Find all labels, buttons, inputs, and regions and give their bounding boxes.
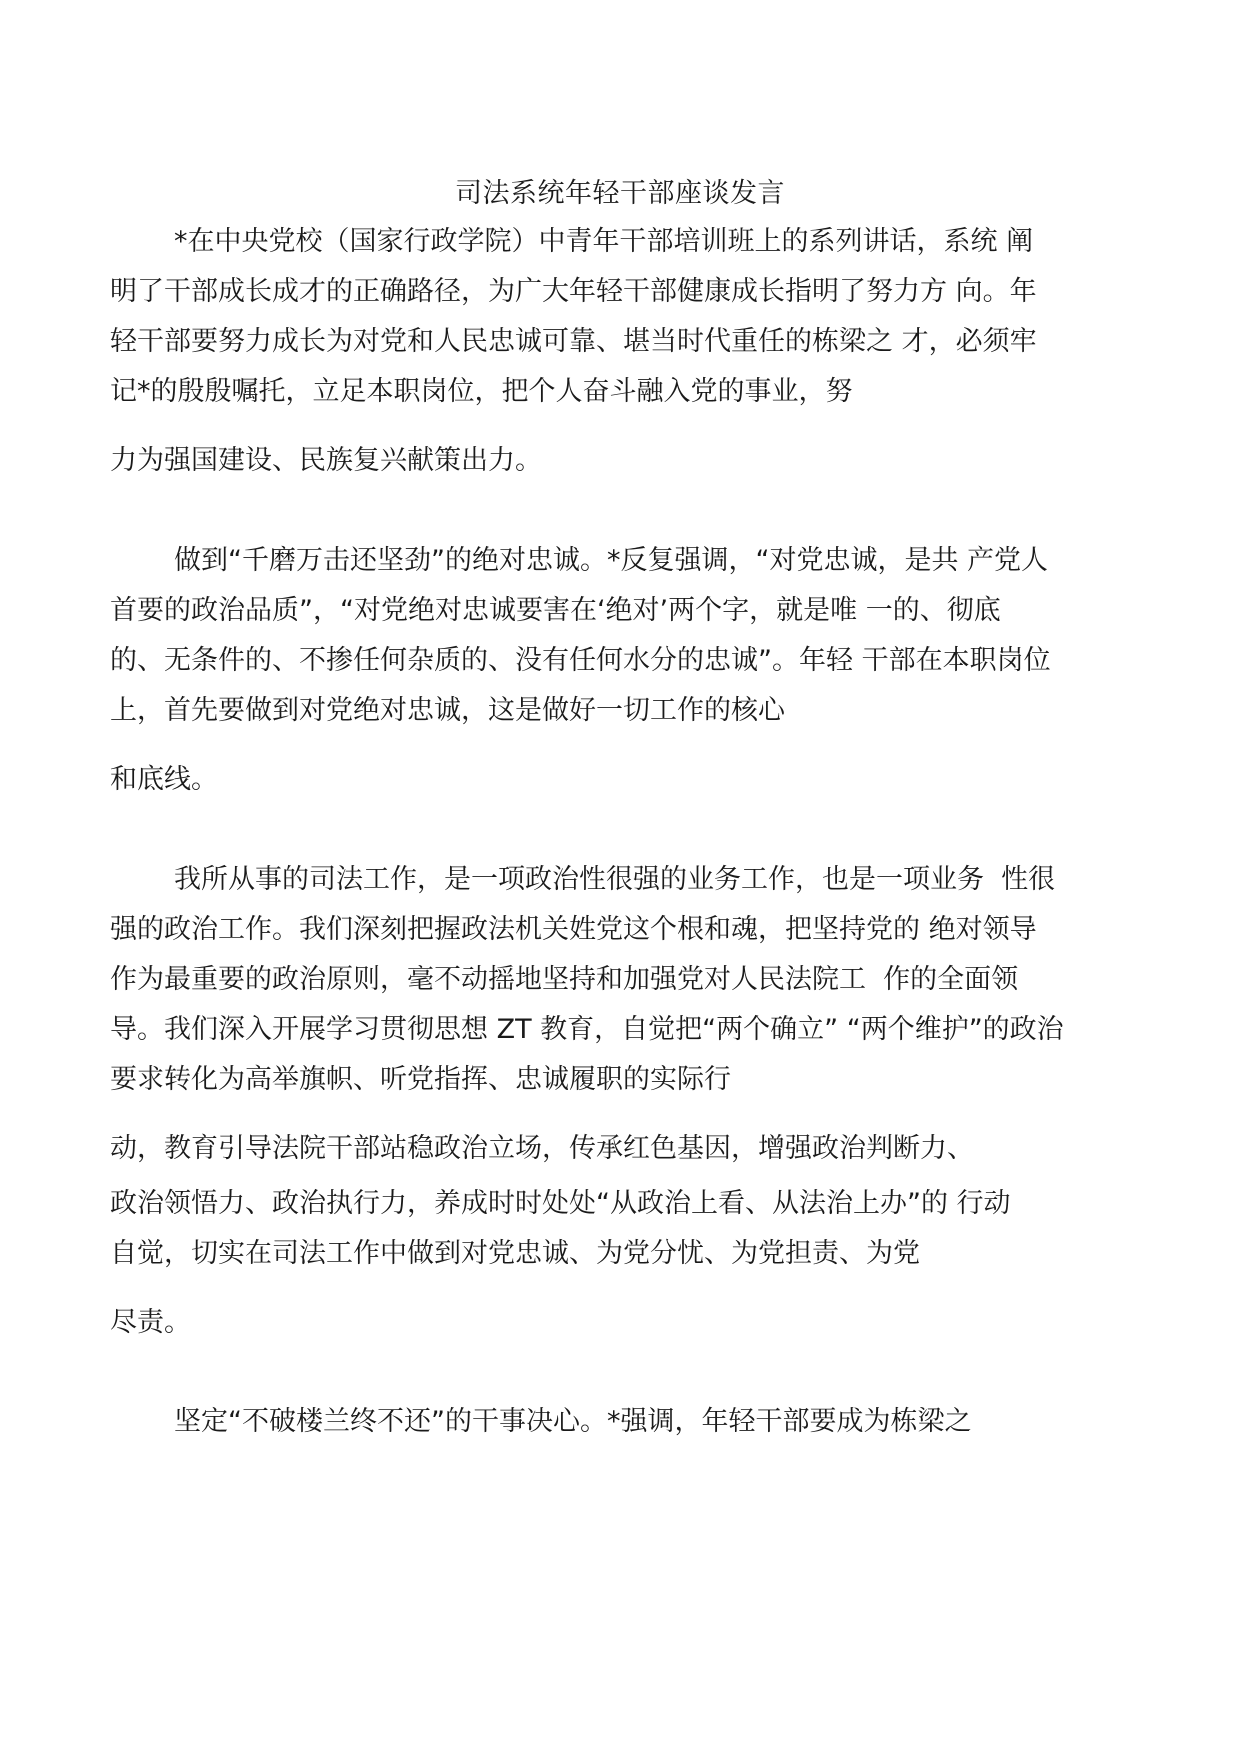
paragraph-3-line-6: 动，教育引导法院干部站稳政治立场，传承红色基因，增强政治判断力、 (110, 1133, 974, 1164)
paragraph-2-line-2: 首要的政治品质”，“对党绝对忠诚要害在‘绝对’两个字，就是唯 一的、彻底 (110, 595, 1001, 626)
paragraph-2-line-1: 做到“千磨万击还坚劲”的绝对忠诚。*反复强调，“对党忠诚，是共 产党人 (174, 545, 1049, 576)
paragraph-3-line-3: 作为最重要的政治原则，毫不动摇地坚持和加强党对人民法院工 作的全面领 (110, 964, 1019, 995)
paragraph-3-line-4: 导。我们深入开展学习贯彻思想 ZT 教育，自觉把“两个确立” “两个维护”的政治 (110, 1014, 1064, 1045)
paragraph-2-line-3: 的、无条件的、不掺任何杂质的、没有任何水分的忠诚”。年轻 干部在本职岗位 (110, 645, 1051, 676)
paragraph-3-line-7: 政治领悟力、政治执行力，养成时时处处“从政治上看、从法治上办”的 行动 (110, 1188, 1011, 1219)
paragraph-1-line-2: 明了干部成长成才的正确路径，为广大年轻干部健康成长指明了努力方 向。年 (110, 276, 1037, 307)
paragraph-3-line-1: 我所从事的司法工作，是一项政治性很强的业务工作，也是一项业务 性很 (174, 864, 1056, 895)
paragraph-3-line-8: 自觉，切实在司法工作中做到对党忠诚、为党分忧、为党担责、为党 (110, 1238, 920, 1269)
paragraph-1-line-1: *在中央党校（国家行政学院）中青年干部培训班上的系列讲话，系统 阐 (174, 226, 1034, 257)
document-title: 司法系统年轻干部座谈发言 (455, 178, 785, 209)
paragraph-3-line-9: 尽责。 (110, 1307, 191, 1338)
paragraph-1-line-3: 轻干部要努力成长为对党和人民忠诚可靠、堪当时代重任的栋梁之 才，必须牢 (110, 326, 1037, 357)
paragraph-4-line-1: 坚定“不破楼兰终不还”的干事决心。*强调，年轻干部要成为栋梁之 (174, 1406, 972, 1437)
paragraph-1-line-5: 力为强国建设、民族复兴献策出力。 (110, 445, 542, 476)
paragraph-3-line-5: 要求转化为高举旗帜、听党指挥、忠诚履职的实际行 (110, 1064, 731, 1095)
paragraph-2-line-5: 和底线。 (110, 764, 218, 795)
paragraph-3-line-2: 强的政治工作。我们深刻把握政法机关姓党这个根和魂，把坚持党的 绝对领导 (110, 914, 1037, 945)
paragraph-1-line-4: 记*的殷殷嘱托，立足本职岗位，把个人奋斗融入党的事业，努 (110, 376, 853, 407)
paragraph-2-line-4: 上，首先要做到对党绝对忠诚，这是做好一切工作的核心 (110, 695, 785, 726)
